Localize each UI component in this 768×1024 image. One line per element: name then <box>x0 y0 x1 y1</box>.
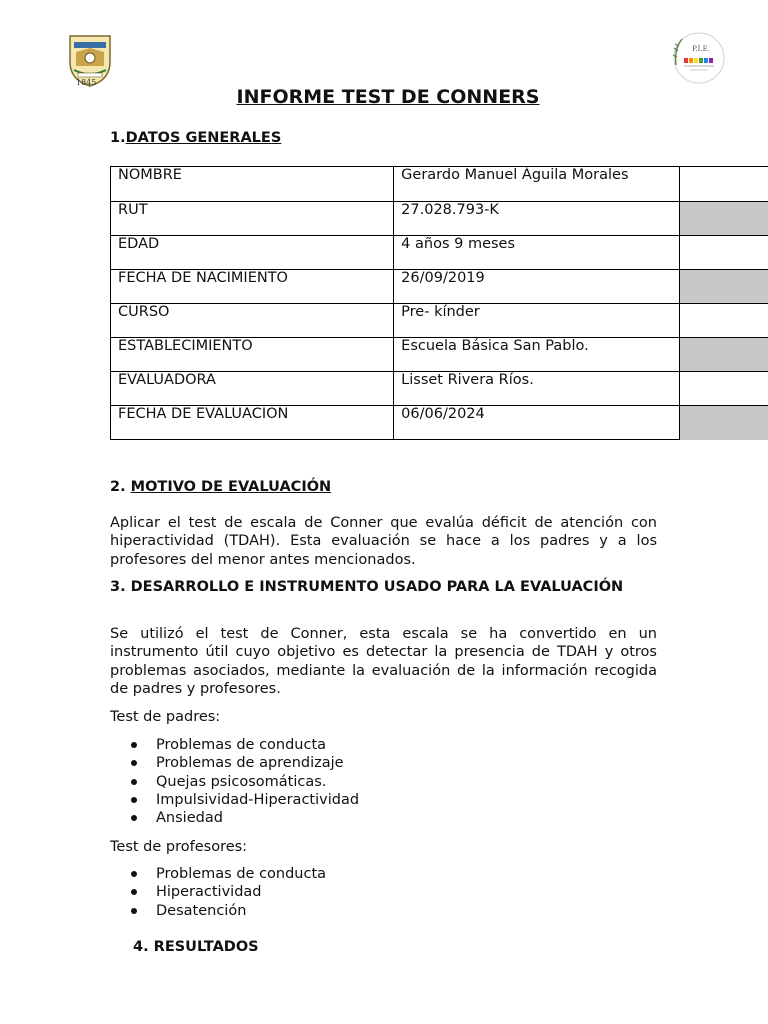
row-label: ESTABLECIMIENTO <box>111 338 394 372</box>
list-item-text: Ansiedad <box>156 810 223 827</box>
row-label: EDAD <box>111 236 394 270</box>
list-item <box>110 791 359 809</box>
row-value: Pre- kínder <box>394 304 680 338</box>
list-item <box>110 865 326 883</box>
section-1-number: 1. <box>110 130 126 146</box>
table-row <box>111 236 768 270</box>
shaded-cell <box>680 270 768 304</box>
list-item <box>110 809 359 827</box>
table-row <box>111 167 768 202</box>
bullet-icon <box>131 779 137 785</box>
general-data-table <box>110 166 768 440</box>
bullet-icon <box>131 871 137 877</box>
list-item <box>110 902 326 920</box>
row-label: CURSO <box>111 304 394 338</box>
teachers-test-list <box>110 865 326 920</box>
row-label: EVALUADORA <box>111 372 394 406</box>
section-1-heading <box>110 130 281 146</box>
table-row <box>111 372 768 406</box>
row-label: NOMBRE <box>111 167 394 202</box>
row-label: FECHA DE EVALUACION <box>111 406 394 440</box>
list-item-text: Hiperactividad <box>156 884 262 901</box>
row-label: FECHA DE NACIMIENTO <box>111 270 394 304</box>
svg-text:P.I.E.: P.I.E. <box>692 45 710 53</box>
shaded-cell <box>680 406 768 440</box>
bullet-icon <box>131 908 137 914</box>
table-row <box>111 406 768 440</box>
list-item-text: Desatención <box>156 902 247 919</box>
empty-cell <box>680 167 768 202</box>
table-row <box>111 304 768 338</box>
section-4-title: RESULTADOS <box>153 939 259 955</box>
row-value: 4 años 9 meses <box>394 236 680 270</box>
parents-test-label: Test de padres: <box>110 709 221 725</box>
list-item-text: Problemas de aprendizaje <box>156 755 344 772</box>
section-2-heading <box>110 479 331 495</box>
list-item <box>110 754 359 772</box>
empty-cell <box>680 236 768 270</box>
list-item-text: Impulsividad-Hiperactividad <box>156 791 360 808</box>
row-value: 06/06/2024 <box>394 406 680 440</box>
empty-cell <box>680 304 768 338</box>
table-row <box>111 270 768 304</box>
list-item-text: Problemas de conducta <box>156 737 327 753</box>
list-item <box>110 773 359 791</box>
bullet-icon <box>131 760 137 766</box>
logo-year: 1845 <box>76 78 97 87</box>
row-label: RUT <box>111 202 394 236</box>
section-3-heading: 3. DESARROLLO E INSTRUMENTO USADO PARA LA EVALUACIÓN <box>110 579 624 595</box>
row-value: Escuela Básica San Pablo. <box>394 338 680 372</box>
section-3-body: Se utilizó el test de Conner, esta escala se ha convertido en un instrumento útil cuyo objetivo es detectar la presencia de TDAH y otros problemas asociados, mediante la evaluación de la información recogida de padres y profesores. <box>110 626 657 697</box>
table-row <box>111 202 768 236</box>
row-value: Lisset Rivera Ríos. <box>394 372 680 406</box>
list-item <box>110 883 326 901</box>
section-4-number: 4. <box>133 939 149 955</box>
row-value: 27.028.793-K <box>394 202 680 236</box>
teachers-test-label: Test de profesores: <box>110 839 248 855</box>
table-row <box>111 338 768 372</box>
section-2-title: MOTIVO DE EVALUACIÓN <box>130 479 332 495</box>
document-title: INFORME TEST DE CONNERS <box>236 86 540 108</box>
bullet-icon <box>131 889 137 895</box>
section-2-body: Aplicar el test de escala de Conner que evalúa déficit de atención con hiperactividad (TDAH). Esta evaluación se hace a los padres y a los profesores del menor antes mencionados. <box>110 515 657 568</box>
section-4-heading <box>133 939 259 955</box>
pie-program-logo-icon <box>668 31 730 85</box>
bullet-icon <box>131 742 137 748</box>
list-item-text: Quejas psicosomáticas. <box>156 773 327 790</box>
section-2-number: 2. <box>110 479 126 495</box>
shaded-cell <box>680 202 768 236</box>
list-item <box>110 736 359 754</box>
empty-cell <box>680 372 768 406</box>
bullet-icon <box>131 815 137 821</box>
shaded-cell <box>680 338 768 372</box>
list-item-text: Problemas de conducta <box>156 866 327 882</box>
row-value: Gerardo Manuel Águila Morales <box>394 167 680 202</box>
parents-test-list <box>110 736 359 827</box>
section-1-title: DATOS GENERALES <box>125 130 282 146</box>
bullet-icon <box>131 797 137 803</box>
row-value: 26/09/2019 <box>394 270 680 304</box>
